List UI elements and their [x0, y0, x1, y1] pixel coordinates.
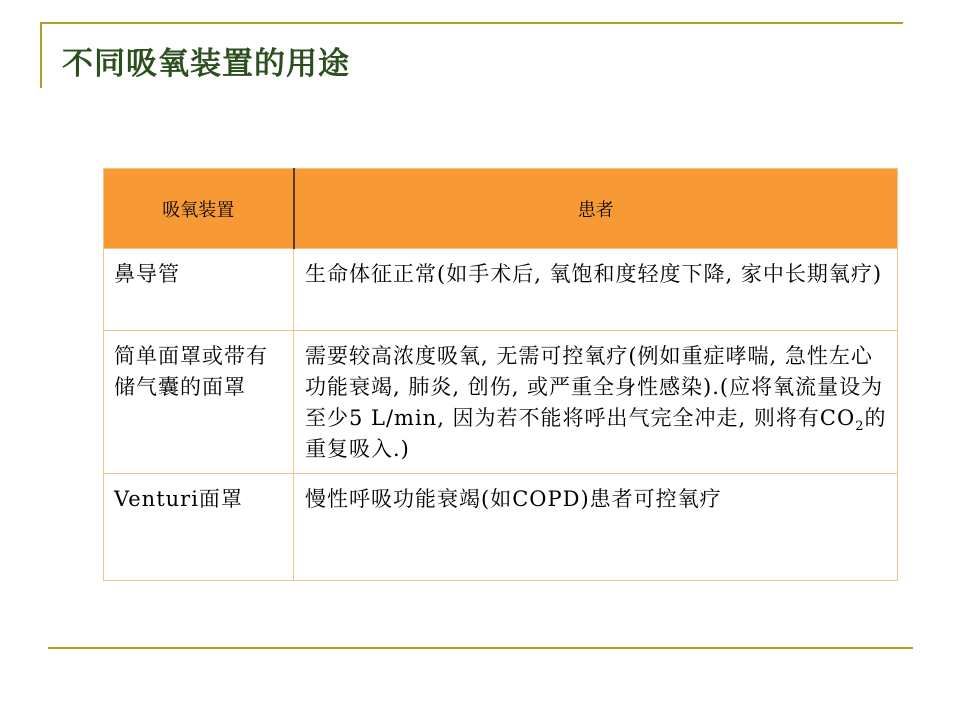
- left-divider: [40, 22, 42, 88]
- device-cell: 简单面罩或带有储气囊的面罩: [104, 331, 294, 474]
- device-cell: Venturi面罩: [104, 474, 294, 581]
- slide-title: 不同吸氧装置的用途: [62, 46, 350, 82]
- header-device: 吸氧装置: [104, 169, 294, 249]
- table-row: [104, 249, 898, 331]
- table-header-row: [104, 169, 898, 249]
- patients-cell: 生命体征正常(如手术后, 氧饱和度轻度下降, 家中长期氧疗): [294, 249, 898, 331]
- patients-text-post: 的重复吸入.): [305, 406, 887, 461]
- table-row: [104, 331, 898, 474]
- oxygen-device-table: [103, 168, 897, 581]
- patients-text-pre: 需要较高浓度吸氧, 无需可控氧疗(例如重症哮喘, 急性左心功能衰竭, 肺炎, 创伤, 或严重全身性感染).(应将氧流量设为至少5 L/min, 因为若不能将呼出气完全冲走, 则将有CO: [305, 344, 884, 430]
- top-divider: [40, 22, 903, 24]
- device-cell: 鼻导管: [104, 249, 294, 331]
- header-patients: 患者: [294, 169, 898, 249]
- table-row: [104, 474, 898, 581]
- table: [103, 168, 898, 581]
- patients-cell: 慢性呼吸功能衰竭(如COPD)患者可控氧疗: [294, 474, 898, 581]
- patients-cell: [294, 331, 898, 474]
- patients-subscript: 2: [855, 419, 865, 435]
- bottom-divider: [48, 647, 913, 649]
